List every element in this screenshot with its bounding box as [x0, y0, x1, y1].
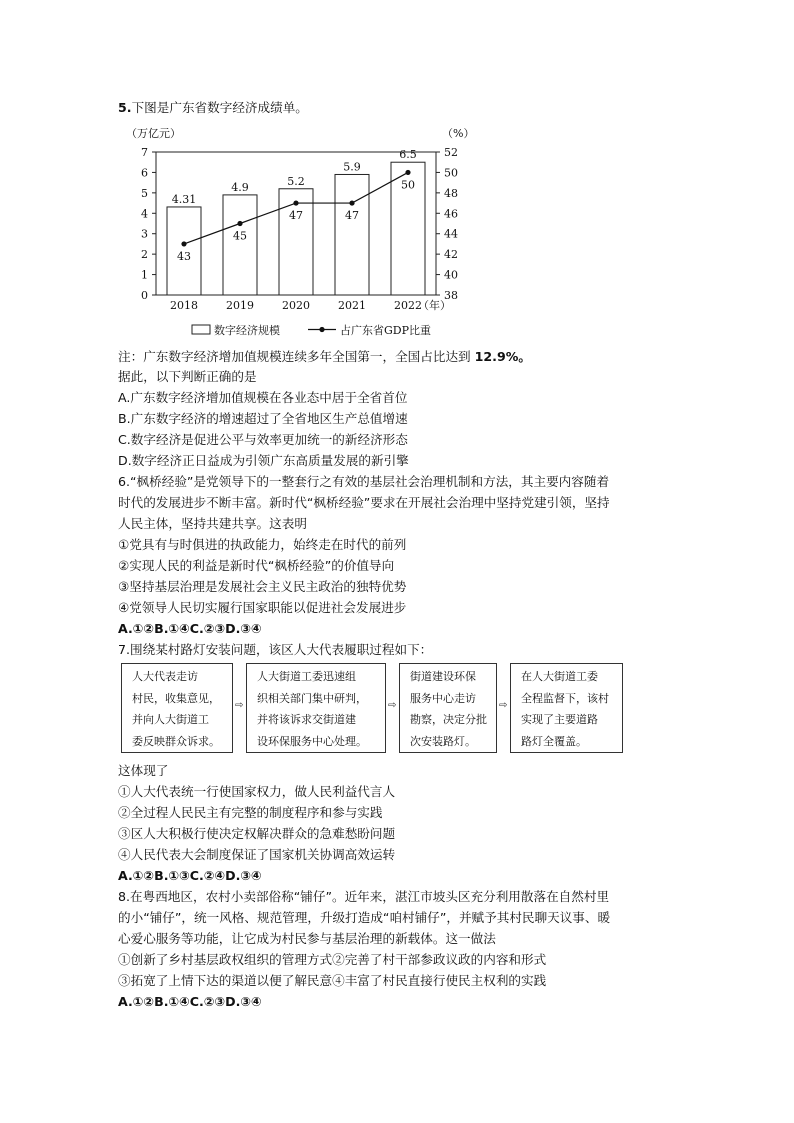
- legend-line-label: 占广东省GDP比重: [340, 324, 432, 337]
- gdp-share-label: 43: [177, 249, 191, 263]
- bar-value-label: 6.5: [399, 148, 417, 162]
- flow-arrow-1: ⇨: [235, 700, 244, 711]
- y2-axis-title: （%）: [442, 127, 475, 140]
- bar-value-label: 4.31: [171, 192, 197, 206]
- legend-line-marker: [319, 327, 324, 332]
- flow-arrow-2: ⇨: [388, 700, 397, 711]
- x-axis-unit: （年）: [418, 299, 451, 312]
- q5-option-d: D.数字经济正日益成为引领广东高质量发展的新引擎: [118, 453, 409, 468]
- q7-answers: A.①②B.①③C.②④D.③④: [118, 868, 262, 883]
- y-tick-label: 4: [141, 207, 148, 221]
- q6-stem-line-2: 时代的发展进步不断丰富。新时代“枫桥经验”要求在开展社会治理中坚持党建引领，坚持: [118, 495, 610, 510]
- y2-tick-label: 40: [444, 268, 458, 282]
- y2-tick-label: 52: [444, 146, 458, 159]
- q6-stem-line-3: 人民主体，坚持共建共享。这表明: [118, 516, 307, 531]
- q5-note-prefix: 注：广东数字经济增加值规模连续多年全国第一，全国占比达到: [118, 349, 475, 364]
- q5-note-value: 12.9%。: [474, 349, 531, 364]
- y2-tick-label: 38: [444, 289, 458, 302]
- y2-tick-label: 48: [444, 186, 458, 200]
- bar-value-label: 5.9: [343, 160, 361, 174]
- y2-tick-label: 50: [444, 166, 458, 180]
- gdp-share-point: [293, 200, 298, 205]
- legend-bar-swatch: [192, 325, 210, 334]
- q7-item-4: ④人民代表大会制度保证了国家机关协调高效运转: [118, 847, 396, 862]
- q8-answers: A.①②B.①④C.②③D.③④: [118, 994, 262, 1009]
- q5-option-b: B.广东数字经济的增速超过了全省地区生产总值增速: [118, 411, 408, 426]
- flow-arrow-3: ⇨: [499, 700, 508, 711]
- flow-step-3: 街道建设环保 服务中心走访 勘察，决定分批 次安装路灯。: [399, 663, 497, 753]
- x-tick-label: 2020: [282, 299, 310, 312]
- y-axis-title: （万亿元）: [126, 127, 181, 140]
- q7-lead: 这体现了: [118, 763, 169, 778]
- q8-stem-line-2: 的小“铺仔”，统一风格、规范管理，升级打造成“咱村铺仔”，并赋予其村民聊天议事、暖: [118, 910, 611, 925]
- flow-step-2: 人大街道工委迅速组 织相关部门集中研判， 并将该诉求交街道建 设环保服务中心处理。: [246, 663, 386, 753]
- y-tick-label: 5: [141, 186, 148, 200]
- flow-step-1: 人大代表走访 村民，收集意见， 并向人大街道工 委反映群众诉求。: [121, 663, 233, 753]
- q5-stem: [118, 98, 308, 118]
- q7-stem: 7.围绕某村路灯安装问题，该区人大代表履职过程如下：: [118, 642, 433, 657]
- q6-item-2: ②实现人民的利益是新时代“枫桥经验”的价值导向: [118, 558, 395, 573]
- q5-option-c: C.数字经济是促进公平与效率更加统一的新经济形态: [118, 432, 408, 447]
- q8-stem-line-3: 心爱心服务等功能，让它成为村民参与基层治理的新载体。这一做法: [118, 931, 496, 946]
- gdp-share-label: 47: [289, 209, 303, 223]
- q6-item-3: ③坚持基层治理是发展社会主义民主政治的独特优势: [118, 579, 407, 594]
- bar-value-label: 4.9: [231, 180, 249, 194]
- q7-item-2: ②全过程人民民主有完整的制度程序和参与实践: [118, 805, 383, 820]
- bar-value-label: 5.2: [287, 174, 305, 188]
- y2-tick-label: 44: [444, 227, 458, 241]
- q5-number: 5.: [118, 100, 132, 115]
- y-tick-label: 0: [141, 289, 148, 302]
- q8-items-line-1: ①创新了乡村基层政权组织的管理方式②完善了村干部参政议政的内容和形式: [118, 952, 547, 967]
- legend-bar-label: 数字经济规模: [214, 324, 280, 337]
- y2-tick-label: 42: [444, 248, 458, 262]
- gdp-share-label: 47: [345, 209, 359, 223]
- gdp-share-point: [181, 241, 186, 246]
- y-tick-label: 7: [141, 146, 148, 159]
- y-tick-label: 6: [141, 166, 148, 180]
- y-tick-label: 1: [141, 268, 148, 282]
- x-tick-label: 2021: [338, 299, 366, 312]
- gdp-share-point: [237, 221, 242, 226]
- gdp-share-point: [349, 200, 354, 205]
- y-tick-label: 3: [141, 227, 148, 241]
- q6-item-1: ①党具有与时俱进的执政能力，始终走在时代的前列: [118, 537, 407, 552]
- q6-answers: A.①②B.①④C.②③D.③④: [118, 621, 262, 636]
- q7-item-3: ③区人大积极行使决定权解决群众的急难愁盼问题: [118, 826, 396, 841]
- digital-economy-chart: [118, 122, 478, 347]
- bar: [335, 174, 369, 295]
- flow-step-4: 在人大街道工委 全程监督下，该村 实现了主要道路 路灯全覆盖。: [510, 663, 623, 753]
- q5-lead: 据此，以下判断正确的是: [118, 369, 257, 384]
- bar: [223, 195, 257, 295]
- q5-note: [118, 347, 531, 367]
- x-tick-label: 2018: [170, 299, 198, 312]
- gdp-share-label: 45: [233, 229, 247, 243]
- y-tick-label: 2: [141, 248, 148, 262]
- q7-item-1: ①人大代表统一行使国家权力，做人民利益代言人: [118, 784, 396, 799]
- q6-item-4: ④党领导人民切实履行国家职能以促进社会发展进步: [118, 600, 407, 615]
- q5-stem-text: 下图是广东省数字经济成绩单。: [131, 100, 308, 115]
- q6-stem-line-1: 6.“枫桥经验”是党领导下的一整套行之有效的基层社会治理机制和方法，其主要内容随着: [118, 474, 610, 489]
- gdp-share-point: [405, 170, 410, 175]
- gdp-share-label: 50: [401, 178, 415, 192]
- q5-option-a: A.广东数字经济增加值规模在各业态中居于全省首位: [118, 390, 408, 405]
- q8-items-line-2: ③拓宽了上情下达的渠道以便了解民意④丰富了村民直接行使民主权利的实践: [118, 973, 547, 988]
- x-tick-label: 2019: [226, 299, 254, 312]
- q8-stem-line-1: 8.在粤西地区，农村小卖部俗称“铺仔”。近年来，湛江市坡头区充分利用散落在自然村里: [118, 889, 610, 904]
- x-tick-label: 2022: [394, 299, 422, 312]
- y2-tick-label: 46: [444, 207, 458, 221]
